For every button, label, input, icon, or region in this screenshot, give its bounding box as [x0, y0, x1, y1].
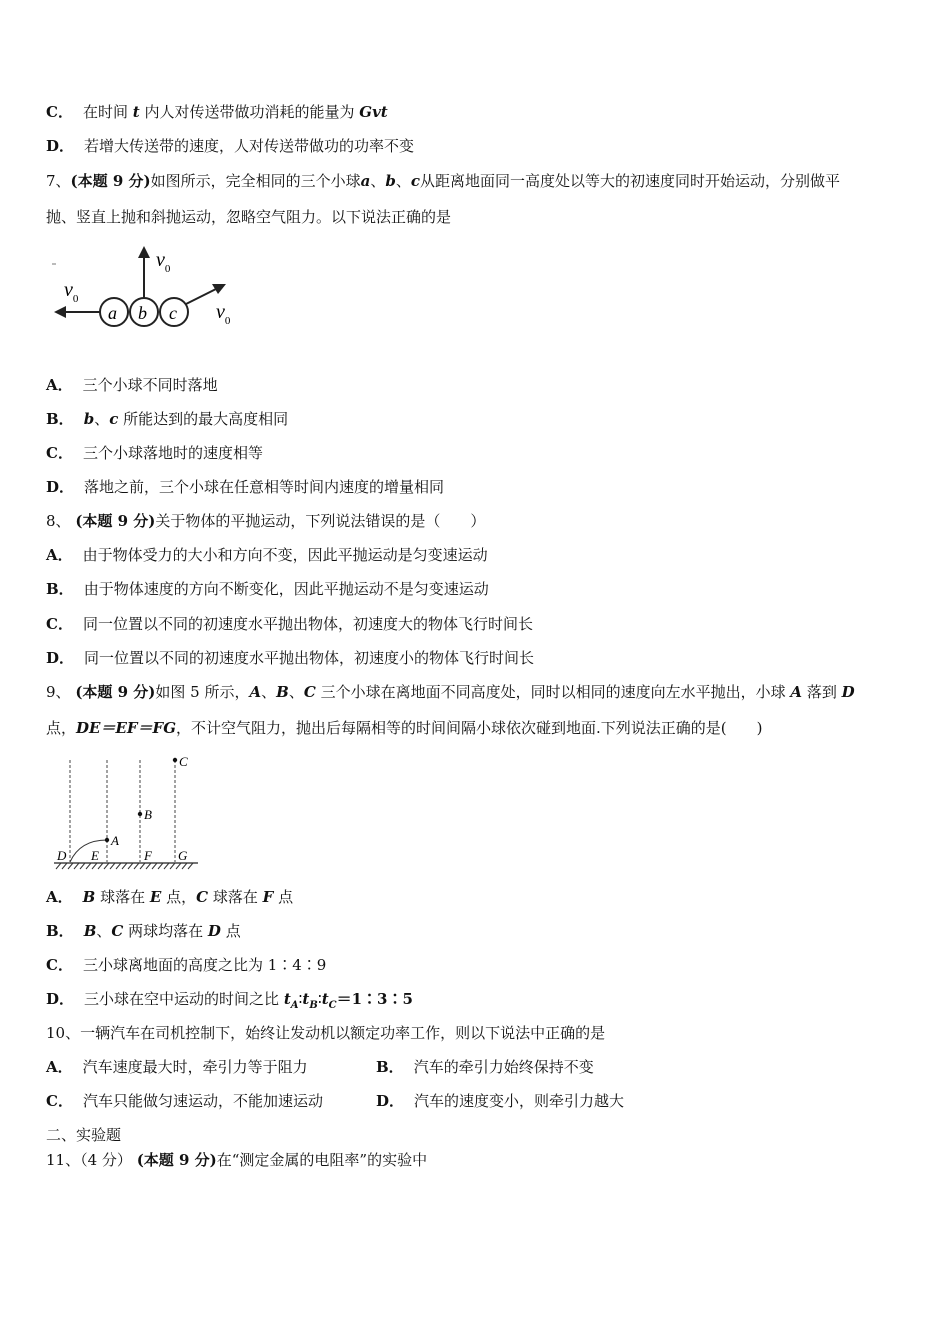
option-c-prev: C． 在时间 t 内人对传送带做功消耗的能量为 Gvt: [46, 103, 388, 121]
q10-option-a: A． 汽车速度最大时，牵引力等于阻力: [46, 1058, 308, 1076]
q7-stem-line2: 抛、竖直上抛和斜抛运动，忽略空气阻力。以下说法正确的是: [46, 208, 452, 226]
ball-c-label: c: [169, 303, 177, 323]
v0-right-label: $v_0$: [216, 301, 231, 327]
ball-b-dot: [138, 812, 142, 816]
option-d-prev: D． 若增大传送带的速度，人对传送带做功的功率不变: [46, 137, 415, 155]
q7-figure: [48, 240, 248, 335]
q9-figure: [48, 752, 208, 872]
v0-up-label: $v_0$: [156, 249, 171, 275]
q7-option-d: D． 落地之前，三个小球在任意相等时间内速度的增量相同: [46, 478, 445, 496]
q9-option-b: B． B、C 两球均落在 D 点: [46, 922, 241, 940]
v0-up-arrowhead: [138, 246, 150, 258]
q9-option-c: C． 三小球离地面的高度之比为 1∶4∶9: [46, 956, 327, 974]
label-c: C: [179, 754, 188, 769]
label-g: G: [178, 848, 188, 863]
q8-option-d: D． 同一位置以不同的初速度水平抛出物体，初速度小的物体飞行时间长: [46, 649, 535, 667]
trajectory-a: [70, 840, 107, 862]
q9-stem-line1: 9、 (本题 9 分)如图 5 所示，A、B、C 三个小球在离地面不同高度处，同时以相同的速度向左水平抛出，小球 A 落到 D: [46, 683, 855, 701]
ball-a-dot: [105, 838, 109, 842]
v0-left-arrowhead: [54, 306, 66, 318]
v0-diag-arrow: [186, 288, 218, 304]
q9-option-a: A． B 球落在 E 点，C 球落在 F 点: [46, 888, 294, 906]
ball-a-label: a: [108, 303, 117, 323]
q8-stem: 8、 (本题 9 分)关于物体的平抛运动，下列说法错误的是（ ）: [46, 512, 486, 530]
v0-left-label: $v_0$: [64, 279, 79, 305]
q10-option-b: B． 汽车的牵引力始终保持不变: [376, 1058, 594, 1076]
label-d: D: [57, 848, 67, 863]
label-e: E: [91, 848, 99, 863]
label-f: F: [144, 848, 152, 863]
q9-option-d: D． 三小球在空中运动的时间之比 $t_A∶t_B∶t_C=1∶3∶5$: [46, 990, 413, 1011]
section-title-experiment: 二、实验题: [46, 1126, 122, 1144]
ground-hatching: [56, 863, 193, 869]
label-b: B: [144, 807, 152, 822]
ball-c-dot: [173, 758, 177, 762]
q8-option-a: A． 由于物体受力的大小和方向不变，因此平抛运动是匀变速运动: [46, 546, 488, 564]
q10-stem: 10、一辆汽车在司机控制下，始终让发动机以额定功率工作，则以下说法中正确的是: [46, 1024, 606, 1042]
q7-stem-line1: 7、(本题 9 分)如图所示，完全相同的三个小球a、b、c从距离地面同一高度处以等大的初速度同时开始运动，分别做平: [46, 172, 841, 190]
q7-option-c: C． 三个小球落地时的速度相等: [46, 444, 263, 462]
ball-b-label: b: [138, 303, 147, 323]
q8-option-c: C． 同一位置以不同的初速度水平抛出物体，初速度大的物体飞行时间长: [46, 615, 533, 633]
q7-option-a: A． 三个小球不同时落地: [46, 376, 218, 394]
q10-option-d: D． 汽车的速度变小，则牵引力越大: [376, 1092, 625, 1110]
q8-option-b: B． 由于物体速度的方向不断变化，因此平抛运动不是匀变速运动: [46, 580, 489, 598]
q9-stem-line2: 点，DE＝EF＝FG，不计空气阻力，抛出后每隔相等的时间间隔小球依次碰到地面.下列说法正确的是( ): [46, 719, 763, 737]
q11-stem: 11、（4 分） (本题 9 分)在“测定金属的电阻率”的实验中: [46, 1151, 428, 1169]
q7-option-b: B． b、c 所能达到的最大高度相同: [46, 410, 289, 428]
q10-option-c: C． 汽车只能做匀速运动，不能加速运动: [46, 1092, 323, 1110]
label-a: A: [111, 833, 119, 848]
